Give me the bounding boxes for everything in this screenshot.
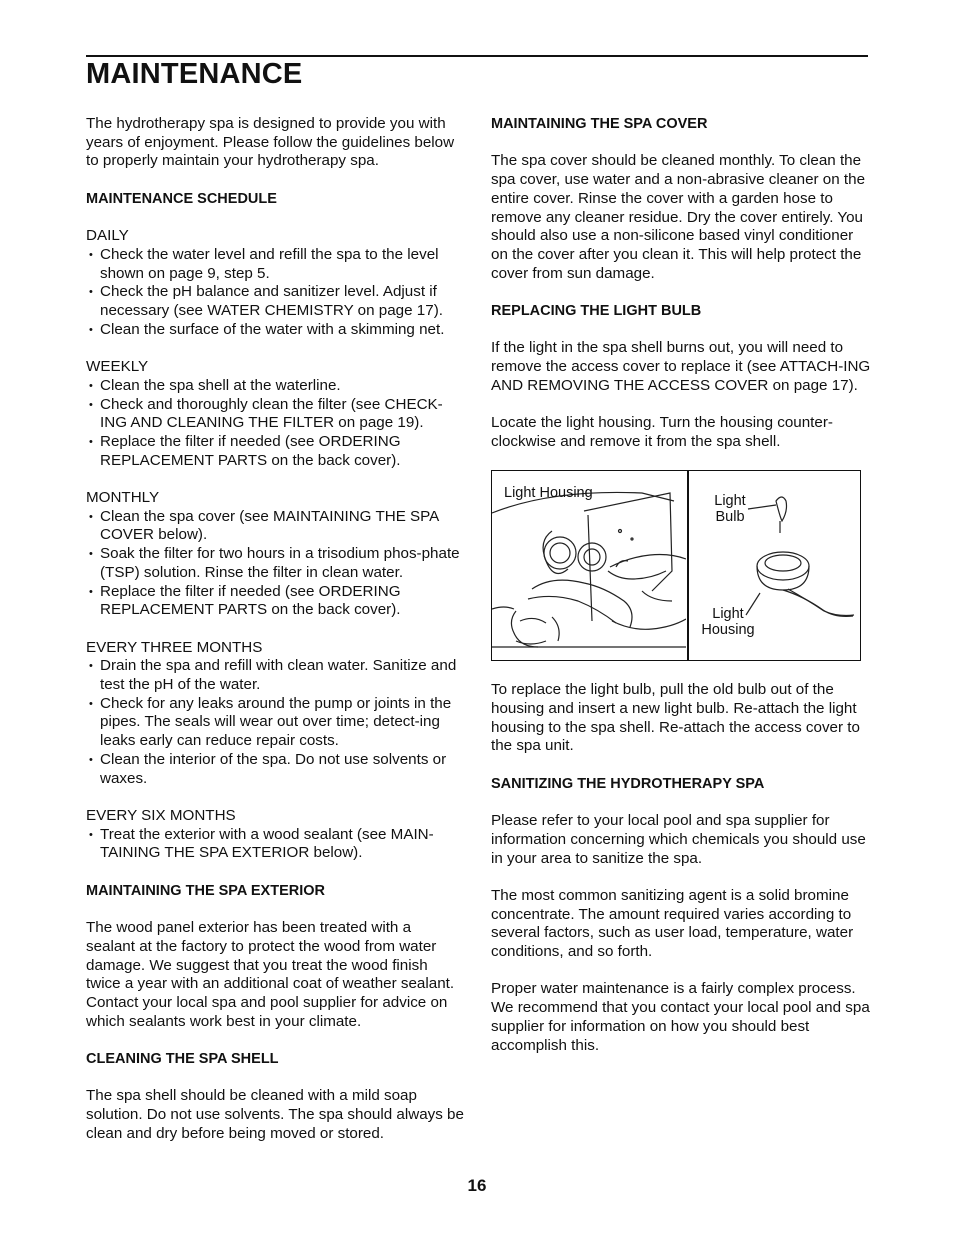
list-item: • Drain the spa and refill with clean water. Sanitize and test the pH of the water.: [86, 657, 464, 694]
six-months-label: EVERY SIX MONTHS: [86, 806, 236, 824]
monthly-label: MONTHLY: [86, 489, 160, 506]
list-item: • Clean the surface of the water with a skimming net.: [86, 321, 464, 340]
weekly-label: WEEKLY: [86, 358, 149, 376]
monthly-list: [86, 508, 464, 620]
weekly-list: [86, 377, 464, 471]
light-housing-label-line-1: Light: [712, 606, 744, 623]
daily-list: [86, 246, 464, 340]
three-months-label: EVERY THREE MONTHS: [86, 638, 263, 656]
intro-paragraph: The hydrotherapy spa is designed to provide you with years of enjoyment. Please follow the guidelines below to properly maintain your hydrotherapy spa.: [86, 115, 455, 170]
list-item: • Replace the filter if needed (see ORDERING REPLACEMENT PARTS on the back cover).: [86, 433, 464, 470]
list-item: • Treat the exterior with a wood sealant (see MAIN-TAINING THE SPA EXTERIOR below).: [86, 826, 464, 863]
list-item: • Check the water level and refill the spa to the level shown on page 9, step 5.: [86, 246, 464, 283]
light-housing-label-line-2: Housing: [701, 622, 755, 639]
daily-label: DAILY: [86, 227, 129, 245]
cover-heading: MAINTAINING THE SPA COVER: [491, 116, 708, 132]
light-housing-label-right: [698, 606, 758, 638]
schedule-heading: MAINTENANCE SCHEDULE: [86, 190, 277, 207]
right-column: [491, 115, 871, 1074]
page-number: 16: [467, 1176, 487, 1195]
list-item: • Clean the spa shell at the waterline.: [86, 377, 464, 396]
shell-paragraph: The spa shell should be cleaned with a mild soap solution. Do not use solvents. The spa should always be clean and dry before being moved or stored.: [86, 1087, 464, 1142]
list-item: • Clean the spa cover (see MAINTAINING THE SPA COVER below).: [86, 508, 464, 545]
sanitize-paragraph-2: The most common sanitizing agent is a solid bromine concentrate. The amount required varies according to several factors, such as user load, temperature, water conditions, and so forth.: [491, 886, 854, 961]
light-bulb-label-line-2: Bulb: [715, 509, 745, 526]
sanitize-paragraph-3: Proper water maintenance is a fairly complex process. We recommend that you contact your local pool and spa supplier for information on how you should best accomplish this.: [491, 980, 870, 1054]
exterior-heading: MAINTAINING THE SPA EXTERIOR: [86, 882, 325, 899]
light-bulb-label-line-1: Light: [714, 493, 746, 510]
sanitize-heading: SANITIZING THE HYDROTHERAPY SPA: [491, 775, 765, 792]
list-item: • Replace the filter if needed (see ORDERING REPLACEMENT PARTS on the back cover).: [86, 583, 464, 620]
bulb-paragraph-3: To replace the light bulb, pull the old bulb out of the housing and insert a new light bulb. Re-attach the light housing to the spa shell. Re-attach the access cover to the spa unit.: [491, 681, 860, 755]
bulb-paragraph-2: Locate the light housing. Turn the housing counter-clockwise and remove it from the spa shell.: [491, 414, 833, 450]
sanitize-paragraph-1: Please refer to your local pool and spa supplier for information concerning which chemicals you should use in your area to sanitize the spa.: [491, 812, 866, 867]
list-item: • Check for any leaks around the pump or joints in the pipes. The seals will wear out over time; detect-ing leaks early can reduce repair costs.: [86, 695, 464, 751]
light-housing-label-left: Light Housing: [504, 485, 593, 502]
exterior-paragraph: The wood panel exterior has been treated with a sealant at the factory to protect the wood from water damage. We suggest that you treat the wood finish twice a year with an additional coat of weather sealant. Contact your local spa and pool supplier for advice on which sealants work best in your climate.: [86, 919, 455, 1030]
light-bulb-figure: [491, 470, 861, 661]
header-rule: [86, 55, 868, 57]
list-item: • Soak the filter for two hours in a trisodium phos-phate (TSP) solution. Rinse the filter in clean water.: [86, 545, 464, 582]
three-months-list: [86, 657, 464, 788]
bulb-paragraph-1: If the light in the spa shell burns out, you will need to remove the access cover to replace it (see ATTACH-ING AND REMOVING THE ACCESS COVER on page 17).: [491, 339, 871, 394]
shell-heading: CLEANING THE SPA SHELL: [86, 1051, 279, 1068]
list-item: • Clean the interior of the spa. Do not use solvents or waxes.: [86, 751, 464, 788]
list-item: • Check the pH balance and sanitizer level. Adjust if necessary (see WATER CHEMISTRY on page 17).: [86, 283, 464, 320]
six-months-list: [86, 826, 464, 863]
left-column: [86, 115, 464, 1162]
light-bulb-label: [708, 493, 752, 525]
list-item: • Check and thoroughly clean the filter (see CHECK-ING AND CLEANING THE FILTER on page 19).: [86, 396, 464, 433]
bulb-heading: REPLACING THE LIGHT BULB: [491, 303, 702, 319]
page-title: MAINTENANCE: [86, 58, 303, 90]
cover-paragraph: The spa cover should be cleaned monthly. To clean the spa cover, use water and a non-abrasive cleaner on the entire cover. Rinse the cover with a garden hose to remove any cleaner residue. Dry the cover entirely. You should also use a non-silicone based vinyl conditioner on the cover after you clean it. This will help protect the cover from sun damage.: [491, 152, 866, 282]
